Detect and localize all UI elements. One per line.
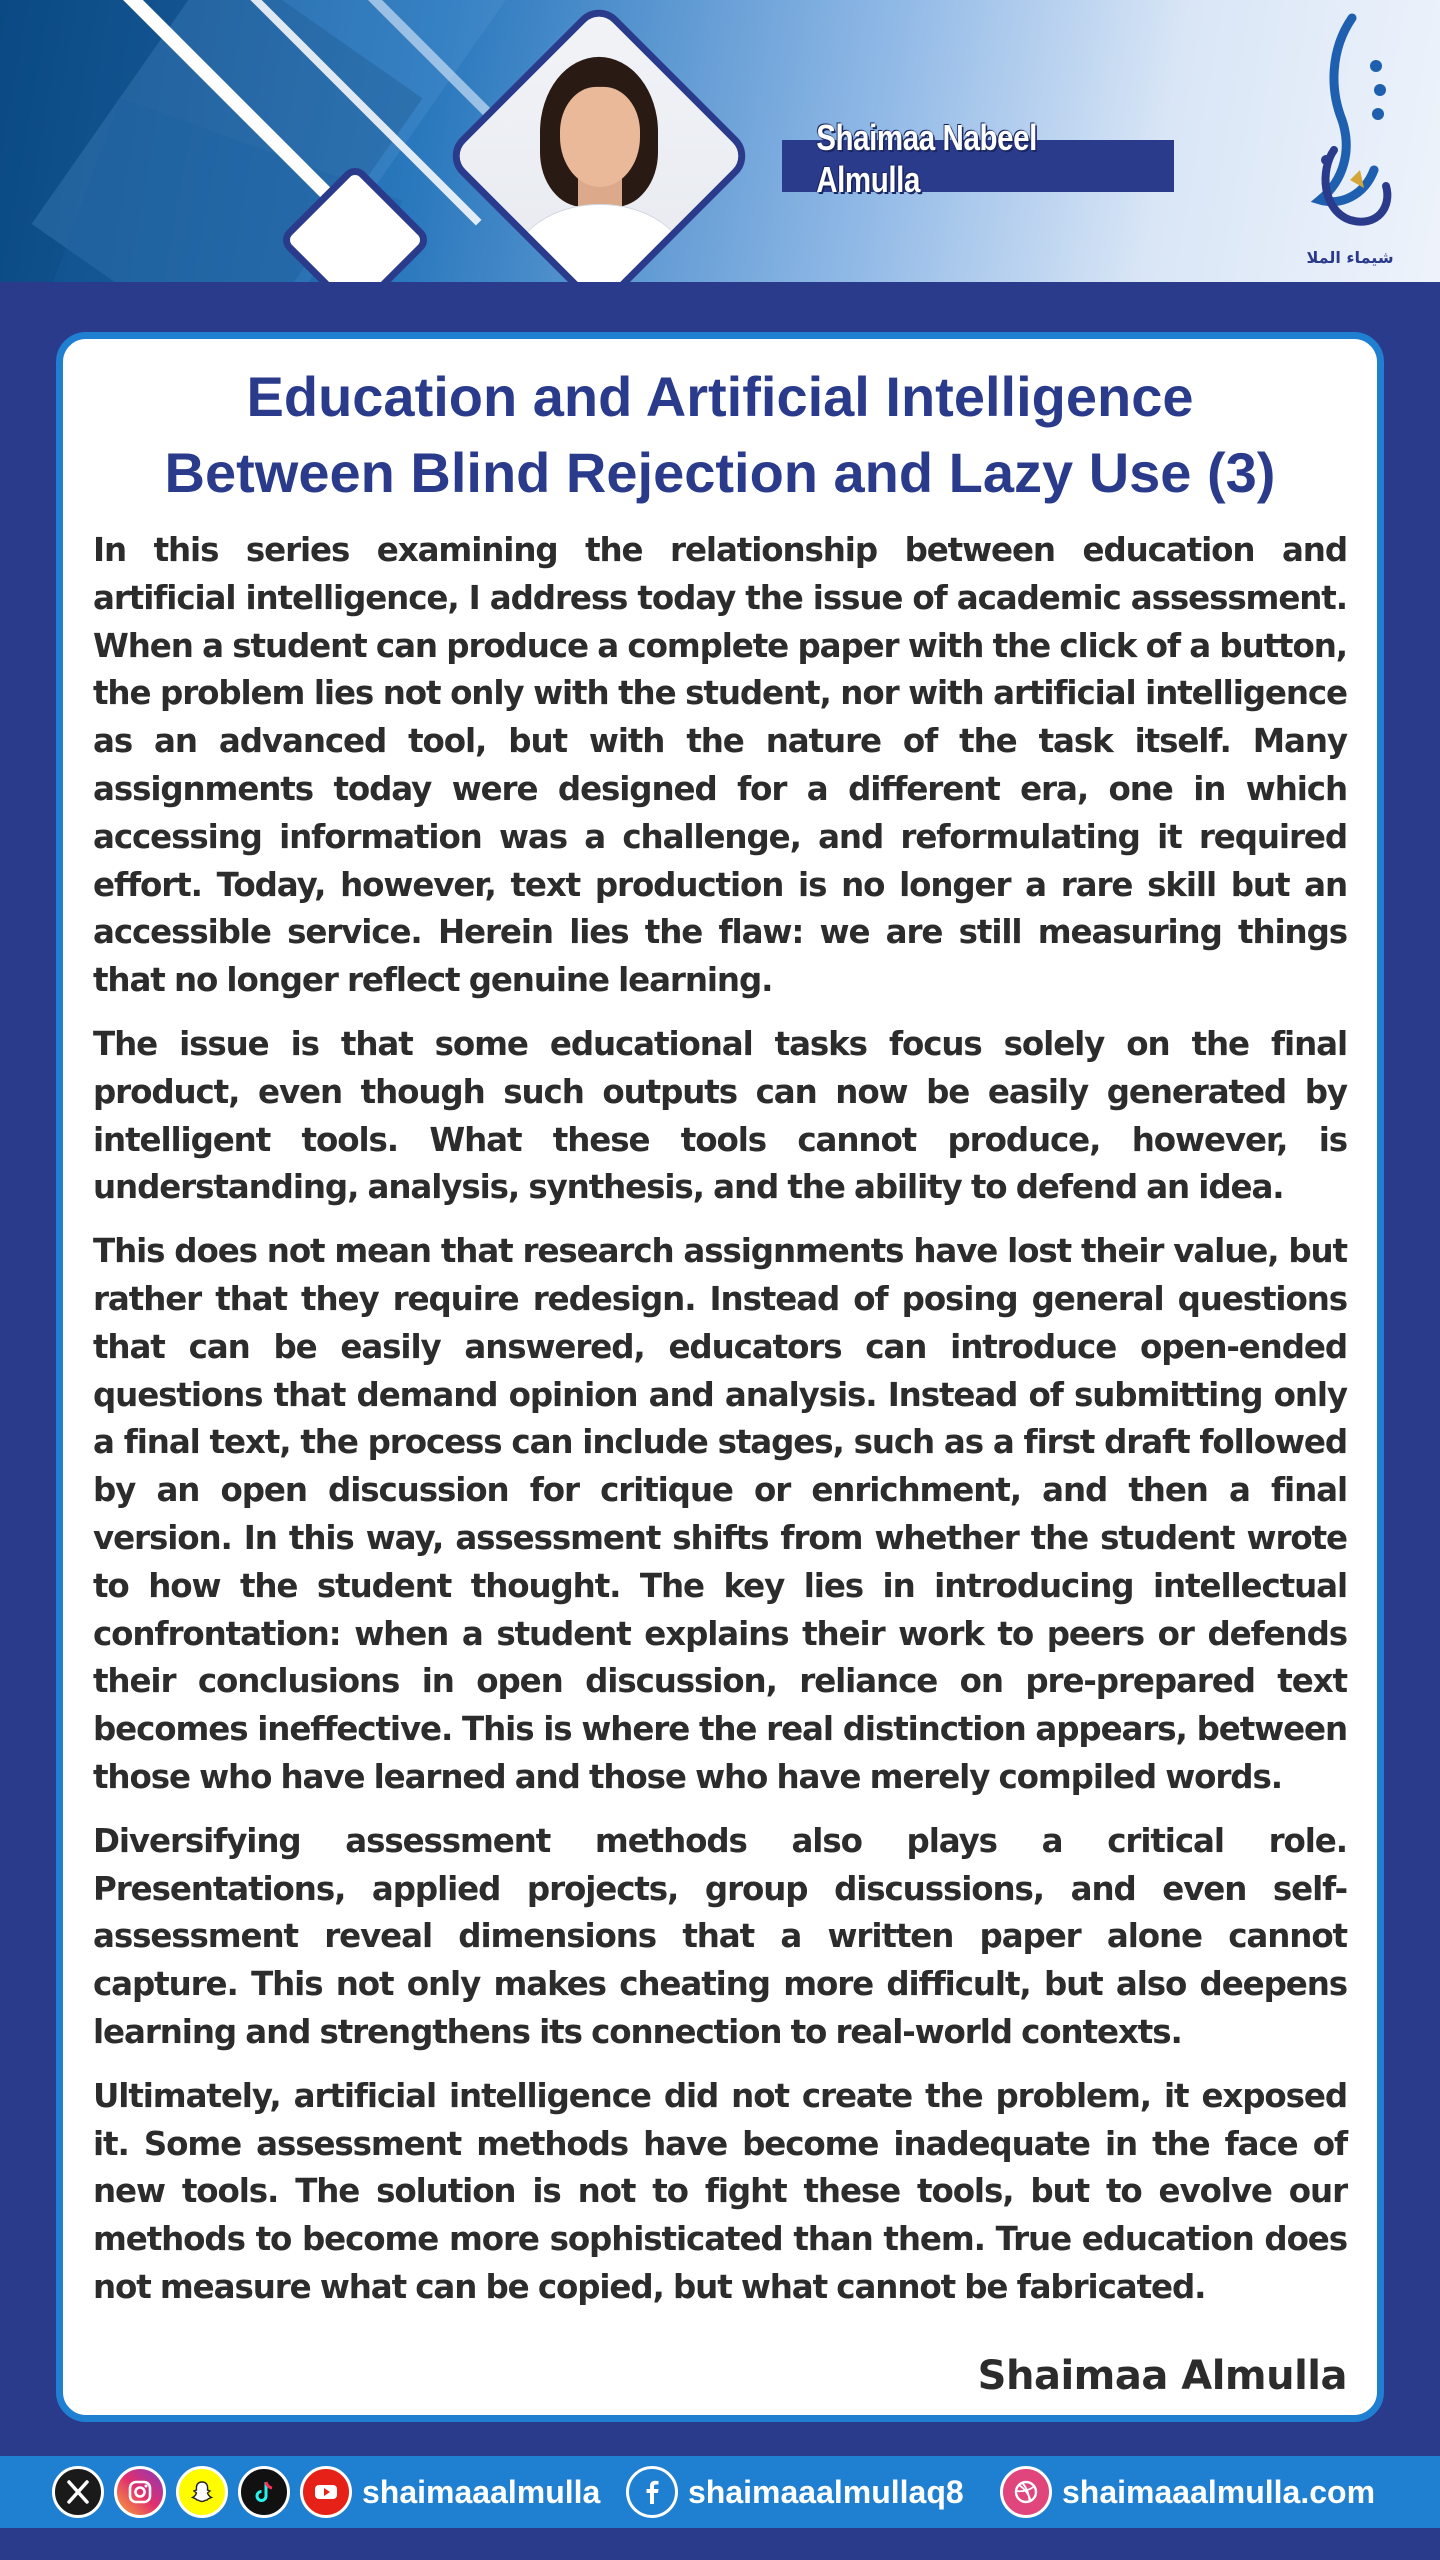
paragraph: Ultimately, artificial intelligence did not create the problem, it exposed it. Some assessment methods have become inadequate in the face of new tools. The solution is not to fight these tools, but to evolve our methods to become more sophisticated than them. True education does not measure what can be copied, but what cannot be fabricated.: [93, 2076, 1347, 2306]
calligraphy-logo-icon: [1290, 10, 1410, 250]
social-handle[interactable]: shaimaaalmulla: [362, 2473, 601, 2510]
logo-caption: شيماء الملا: [1306, 248, 1394, 267]
instagram-icon[interactable]: [114, 2466, 166, 2518]
title-line-1: Education and Artificial Intelligence: [246, 365, 1194, 428]
social-footer: [0, 2456, 1440, 2528]
website-link[interactable]: shaimaaalmulla.com: [1062, 2473, 1376, 2510]
header-banner: [0, 0, 1440, 282]
author-photo-frame: [442, 0, 756, 282]
author-name: Shaimaa Nabeel Almulla: [816, 117, 1037, 200]
facebook-handle[interactable]: shaimaaalmullaq8: [688, 2473, 964, 2510]
article-body: [93, 527, 1347, 2312]
x-icon[interactable]: [52, 2466, 104, 2518]
author-portrait: [448, 15, 750, 282]
article-card: [56, 332, 1384, 2422]
author-name-plate: [782, 117, 1174, 200]
paragraph: In this series examining the relationship between education and artificial intelligence, I address today the issue of academic assessment. When a student can produce a complete paper with the click of a button, the problem lies not only with the student, nor with artificial intelligence as an advanced tool, but with the nature of the task itself. Many assignments today were designed for a different era, one in which accessing information was a challenge, and reformulating it required effort. Today, however, text production is no longer a rare skill but an accessible service. Herein lies the flaw: we are still measuring things that no longer reflect genuine learning.: [93, 531, 1347, 1000]
paragraph: The issue is that some educational tasks focus solely on the final product, even though such outputs can now be easily generated by intelligent tools. What these tools cannot produce, however, is understanding, analysis, synthesis, and the ability to defend an idea.: [93, 1024, 1347, 1207]
brand-logo: [1290, 10, 1410, 270]
youtube-icon[interactable]: [300, 2466, 352, 2518]
tiktok-icon[interactable]: [238, 2466, 290, 2518]
author-signature: Shaimaa Almulla: [977, 2353, 1347, 2399]
dribbble-icon[interactable]: [1000, 2466, 1052, 2518]
snapchat-icon[interactable]: [176, 2466, 228, 2518]
facebook-icon[interactable]: [626, 2466, 678, 2518]
title-line-2: Between Blind Rejection and Lazy Use (3): [164, 441, 1276, 504]
article-title: [93, 359, 1347, 511]
paragraph: Diversifying assessment methods also plays a critical role. Presentations, applied projects, group discussions, and even self-assessment reveal dimensions that a written paper alone cannot capture. This not only makes cheating more difficult, but also deepens learning and strengthens its connection to real-world contexts.: [93, 1821, 1347, 2051]
paragraph: This does not mean that research assignments have lost their value, but rather that they require redesign. Instead of posing general questions that can be easily answered, educators can introduce open-ended questions that demand opinion and analysis. Instead of submitting only a final text, the process can include stages, such as a first draft followed by an open discussion for critique or enrichment, and then a final version. In this way, assessment shifts from whether the student wrote to how the student thought. The key lies in introducing intellectual confrontation: when a student explains their work to peers or defends their conclusions in open discussion, reliance on pre-prepared text becomes ineffective. This is where the real distinction appears, between those who have learned and those who have merely compiled words.: [93, 1232, 1347, 1796]
